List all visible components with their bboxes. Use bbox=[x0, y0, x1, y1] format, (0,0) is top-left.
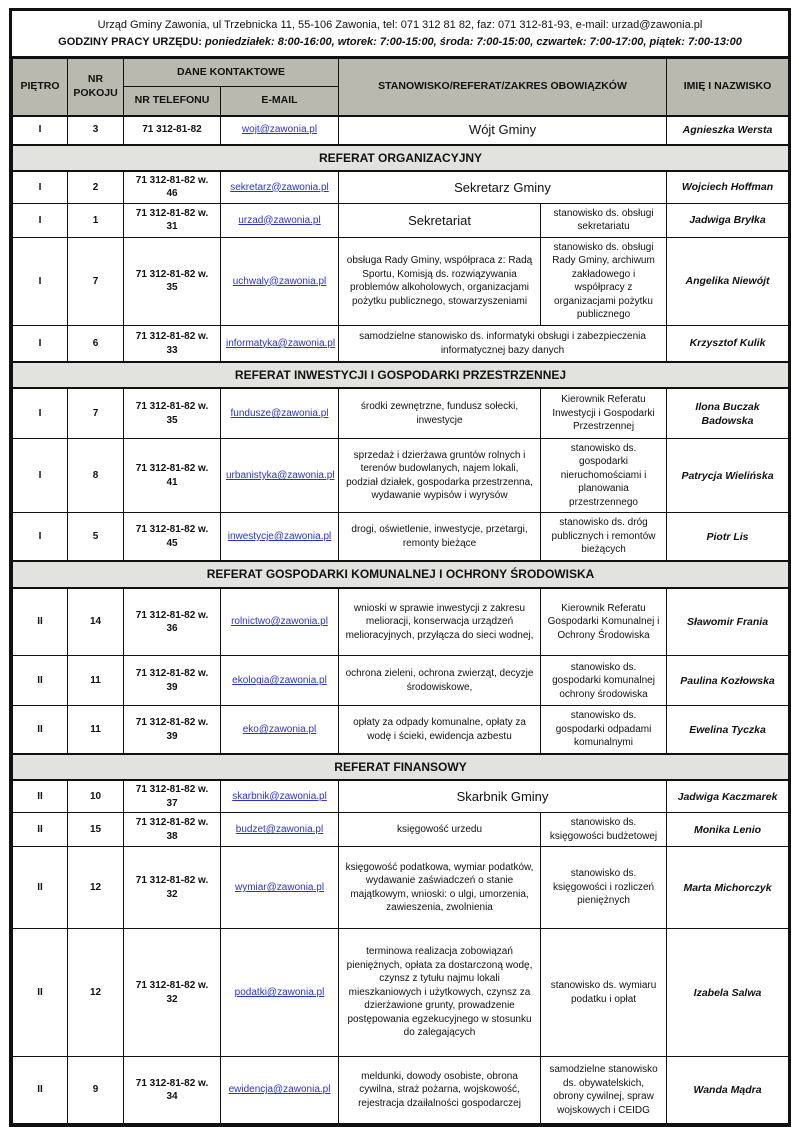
table-row bbox=[13, 388, 789, 438]
phone-cell: 71 312-81-82 w. 31 bbox=[124, 203, 221, 237]
phone-cell: 71 312-81-82 w. 41 bbox=[124, 438, 221, 513]
section-title: REFERAT ORGANIZACYJNY bbox=[13, 145, 789, 171]
email-link[interactable]: podatki@zawonia.pl bbox=[234, 986, 325, 998]
email-cell bbox=[221, 847, 339, 929]
floor-cell: I bbox=[13, 116, 68, 145]
floor-cell: I bbox=[13, 438, 68, 513]
name-cell: Krzysztof Kulik bbox=[667, 325, 789, 362]
duty-cell: drogi, oświetlenie, inwestycje, przetargi, remonty bieżące bbox=[339, 513, 541, 561]
email-cell bbox=[221, 438, 339, 513]
floor-cell: II bbox=[13, 588, 68, 656]
table-row bbox=[13, 325, 789, 362]
position-cell: stanowisko ds. obsługi Rady Gminy, archiwum zakładowego i współpracy z organizacjami pożytku publicznego bbox=[541, 237, 667, 325]
room-cell: 11 bbox=[68, 706, 124, 754]
floor-cell: II bbox=[13, 656, 68, 706]
name-cell: Jadwiga Bryłka bbox=[667, 203, 789, 237]
email-link[interactable]: fundusze@zawonia.pl bbox=[230, 407, 329, 419]
email-link[interactable]: wymiar@zawonia.pl bbox=[234, 881, 325, 893]
phone-cell: 71 312-81-82 w. 35 bbox=[124, 237, 221, 325]
floor-cell: II bbox=[13, 1057, 68, 1124]
email-cell bbox=[221, 588, 339, 656]
floor-cell: I bbox=[13, 237, 68, 325]
email-link[interactable]: budzet@zawonia.pl bbox=[235, 823, 324, 835]
table-row bbox=[13, 656, 789, 706]
table-row bbox=[13, 780, 789, 813]
phone-cell: 71 312-81-82 w. 45 bbox=[124, 513, 221, 561]
email-cell bbox=[221, 813, 339, 847]
position-cell: stanowisko ds. księgowości i rozliczeń pieniężnych bbox=[541, 847, 667, 929]
name-cell: Ilona Buczak Badowska bbox=[667, 388, 789, 438]
room-cell: 7 bbox=[68, 388, 124, 438]
column-header-phone: NR TELEFONU bbox=[124, 87, 221, 116]
email-link[interactable]: uchwaly@zawonia.pl bbox=[232, 275, 327, 287]
floor-cell: I bbox=[13, 203, 68, 237]
position-cell: stanowisko ds. dróg publicznych i remontów bieżących bbox=[541, 513, 667, 561]
email-cell bbox=[221, 388, 339, 438]
email-link[interactable]: eko@zawonia.pl bbox=[242, 723, 317, 735]
office-hours-line bbox=[22, 34, 778, 51]
table-row bbox=[13, 116, 789, 145]
phone-cell: 71 312-81-82 bbox=[124, 116, 221, 145]
phone-cell: 71 312-81-82 w. 39 bbox=[124, 706, 221, 754]
section-header-row bbox=[13, 561, 789, 588]
phone-cell: 71 312-81-82 w. 33 bbox=[124, 325, 221, 362]
email-cell bbox=[221, 203, 339, 237]
room-cell: 7 bbox=[68, 237, 124, 325]
table-row bbox=[13, 237, 789, 325]
column-header-duties: STANOWISKO/REFERAT/ZAKRES OBOWIĄZKÓW bbox=[339, 59, 667, 116]
position-cell: stanowisko ds. obsługi sekretariatu bbox=[541, 203, 667, 237]
table-row bbox=[13, 813, 789, 847]
name-cell: Sławomir Frania bbox=[667, 588, 789, 656]
name-cell: Patrycja Wielińska bbox=[667, 438, 789, 513]
email-link[interactable]: ewidencja@zawonia.pl bbox=[228, 1084, 331, 1096]
email-cell bbox=[221, 780, 339, 813]
floor-cell: II bbox=[13, 706, 68, 754]
document-page bbox=[9, 8, 791, 1127]
phone-cell: 71 312-81-82 w. 37 bbox=[124, 780, 221, 813]
email-cell bbox=[221, 656, 339, 706]
email-cell bbox=[221, 929, 339, 1057]
document-header bbox=[12, 11, 788, 58]
position-cell: stanowisko ds. gospodarki komunalnej ochrony środowiska bbox=[541, 656, 667, 706]
phone-cell: 71 312-81-82 w. 38 bbox=[124, 813, 221, 847]
room-cell: 9 bbox=[68, 1057, 124, 1124]
table-row bbox=[13, 438, 789, 513]
duty-cell: Sekretariat bbox=[339, 203, 541, 237]
table-row bbox=[13, 929, 789, 1057]
table-row bbox=[13, 588, 789, 656]
room-cell: 3 bbox=[68, 116, 124, 145]
email-cell bbox=[221, 706, 339, 754]
column-header-room: NR POKOJU bbox=[68, 59, 124, 116]
duty-cell: samodzielne stanowisko ds. informatyki obsługi i zabezpieczenia informatycznej bazy danych bbox=[339, 325, 667, 362]
email-cell bbox=[221, 171, 339, 204]
duty-cell: opłaty za odpady komunalne, opłaty za wodę i ścieki, ewidencja azbestu bbox=[339, 706, 541, 754]
name-cell: Angelika Niewójt bbox=[667, 237, 789, 325]
email-link[interactable]: wojt@zawonia.pl bbox=[241, 124, 318, 136]
phone-cell: 71 312-81-82 w. 32 bbox=[124, 847, 221, 929]
name-cell: Marta Michorczyk bbox=[667, 847, 789, 929]
position-cell: stanowisko ds. wymiaru podatku i opłat bbox=[541, 929, 667, 1057]
contacts-table bbox=[12, 58, 789, 1124]
email-link[interactable]: skarbnik@zawonia.pl bbox=[232, 790, 327, 802]
duty-cell: wnioski w sprawie inwestycji z zakresu melioracji, konserwacja urządzeń melioracyjnych, przyłącza do sieci wodnej, bbox=[339, 588, 541, 656]
position-cell: samodzielne stanowisko ds. obywatelskich, obrony cywilnej, spraw wojskowych i CEIDG bbox=[541, 1057, 667, 1124]
name-cell: Wojciech Hoffman bbox=[667, 171, 789, 204]
duty-cell: księgowość urzedu bbox=[339, 813, 541, 847]
table-row bbox=[13, 513, 789, 561]
contacts-table-header bbox=[13, 59, 789, 116]
phone-cell: 71 312-81-82 w. 32 bbox=[124, 929, 221, 1057]
floor-cell: I bbox=[13, 171, 68, 204]
room-cell: 10 bbox=[68, 780, 124, 813]
room-cell: 6 bbox=[68, 325, 124, 362]
column-header-contact-group: DANE KONTAKTOWE bbox=[124, 59, 339, 87]
table-row bbox=[13, 171, 789, 204]
room-cell: 2 bbox=[68, 171, 124, 204]
name-cell: Jadwiga Kaczmarek bbox=[667, 780, 789, 813]
name-cell: Piotr Lis bbox=[667, 513, 789, 561]
section-title: REFERAT FINANSOWY bbox=[13, 754, 789, 780]
room-cell: 1 bbox=[68, 203, 124, 237]
email-link[interactable]: ekologia@zawonia.pl bbox=[232, 675, 327, 687]
email-cell bbox=[221, 513, 339, 561]
position-cell: stanowisko ds. księgowości budżetowej bbox=[541, 813, 667, 847]
office-hours-label: GODZINY PRACY URZĘDU: bbox=[58, 36, 202, 49]
position-cell: Kierownik Referatu Gospodarki Komunalnej i Ochrony Środowiska bbox=[541, 588, 667, 656]
email-link[interactable]: informatyka@zawonia.pl bbox=[226, 337, 336, 349]
room-cell: 5 bbox=[68, 513, 124, 561]
phone-cell: 71 312-81-82 w. 39 bbox=[124, 656, 221, 706]
column-header-floor: PIĘTRO bbox=[13, 59, 68, 116]
column-header-email: E-MAIL bbox=[221, 87, 339, 116]
duty-cell: terminowa realizacja zobowiązań pieniężnych, opłata za dostarczoną wodę, czynsz z tytułu najmu lokali mieszkaniowych i użytkowych, czynsz za dzierżawione grunty, prowadzenie postępowania egzekucyjnego w stosunku do zalegających bbox=[339, 929, 541, 1057]
position-cell: stanowisko ds. gospodarki odpadami komunalnymi bbox=[541, 706, 667, 754]
duty-cell: Wójt Gminy bbox=[339, 116, 667, 145]
table-row bbox=[13, 1057, 789, 1124]
position-cell: stanowisko ds. gospodarki nieruchomościami i planowania przestrzennego bbox=[541, 438, 667, 513]
section-header-row bbox=[13, 145, 789, 171]
email-cell bbox=[221, 325, 339, 362]
section-header-row bbox=[13, 754, 789, 780]
floor-cell: II bbox=[13, 847, 68, 929]
table-row bbox=[13, 847, 789, 929]
duty-cell: Sekretarz Gminy bbox=[339, 171, 667, 204]
name-cell: Paulina Kozłowska bbox=[667, 656, 789, 706]
phone-cell: 71 312-81-82 w. 46 bbox=[124, 171, 221, 204]
room-cell: 12 bbox=[68, 847, 124, 929]
duty-cell: księgowość podatkowa, wymiar podatków, wydawanie zaświadczeń o stanie majątkowym, wnioski: o ulgi, umorzenia, zawieszenia, zwolnienia bbox=[339, 847, 541, 929]
duty-cell: obsługa Rady Gminy, współpraca z: Radą Sportu, Komisją ds. rozwiązywania problemów alkoholowych, organizacjami pożytku publicznego, stowarzyszeniami bbox=[339, 237, 541, 325]
email-link[interactable]: rolnictwo@zawonia.pl bbox=[231, 616, 328, 628]
name-cell: Monika Lenio bbox=[667, 813, 789, 847]
section-title: REFERAT GOSPODARKI KOMUNALNEJ I OCHRONY ŚRODOWISKA bbox=[13, 561, 789, 588]
room-cell: 11 bbox=[68, 656, 124, 706]
email-link[interactable]: urbanistyka@zawonia.pl bbox=[226, 469, 335, 481]
email-cell bbox=[221, 116, 339, 145]
email-link[interactable]: sekretarz@zawonia.pl bbox=[230, 181, 329, 193]
column-header-name: IMIĘ I NAZWISKO bbox=[667, 59, 789, 116]
office-address-line: Urząd Gminy Zawonia, ul Trzebnicka 11, 55-106 Zawonia, tel: 071 312 81 82, faz: 071 312-81-93, e-mail: urzad@zawonia.pl bbox=[97, 19, 703, 31]
email-cell bbox=[221, 1057, 339, 1124]
name-cell: Ewelina Tyczka bbox=[667, 706, 789, 754]
position-cell: Kierownik Referatu Inwestycji i Gospodarki Przestrzennej bbox=[541, 388, 667, 438]
name-cell: Wanda Mądra bbox=[667, 1057, 789, 1124]
duty-cell: Skarbnik Gminy bbox=[339, 780, 667, 813]
section-title: REFERAT INWESTYCJI I GOSPODARKI PRZESTRZENNEJ bbox=[13, 362, 789, 388]
phone-cell: 71 312-81-82 w. 36 bbox=[124, 588, 221, 656]
email-link[interactable]: inwestycje@zawonia.pl bbox=[227, 530, 332, 542]
contacts-table-body bbox=[13, 116, 789, 1124]
floor-cell: II bbox=[13, 780, 68, 813]
duty-cell: meldunki, dowody osobiste, obrona cywilna, straż pożarna, wojskowość, rejestracja dzaiłalności gospodarczej bbox=[339, 1057, 541, 1124]
floor-cell: I bbox=[13, 325, 68, 362]
room-cell: 8 bbox=[68, 438, 124, 513]
name-cell: Izabela Salwa bbox=[667, 929, 789, 1057]
office-hours-value: poniedziałek: 8:00-16:00, wtorek: 7:00-15:00, środa: 7:00-15:00, czwartek: 7:00-17:00, piątek: 7:00-13:00 bbox=[205, 36, 742, 49]
floor-cell: I bbox=[13, 388, 68, 438]
floor-cell: II bbox=[13, 929, 68, 1057]
name-cell: Agnieszka Wersta bbox=[667, 116, 789, 145]
duty-cell: środki zewnętrzne, fundusz sołecki, inwestycje bbox=[339, 388, 541, 438]
room-cell: 14 bbox=[68, 588, 124, 656]
floor-cell: I bbox=[13, 513, 68, 561]
room-cell: 12 bbox=[68, 929, 124, 1057]
floor-cell: II bbox=[13, 813, 68, 847]
table-row bbox=[13, 203, 789, 237]
phone-cell: 71 312-81-82 w. 34 bbox=[124, 1057, 221, 1124]
duty-cell: ochrona zieleni, ochrona zwierząt, decyzje środowiskowe, bbox=[339, 656, 541, 706]
table-row bbox=[13, 706, 789, 754]
section-header-row bbox=[13, 362, 789, 388]
room-cell: 15 bbox=[68, 813, 124, 847]
email-cell bbox=[221, 237, 339, 325]
phone-cell: 71 312-81-82 w. 35 bbox=[124, 388, 221, 438]
email-link[interactable]: urzad@zawonia.pl bbox=[238, 214, 321, 226]
duty-cell: sprzedaż i dzierżawa gruntów rolnych i terenów budowlanych, najem lokali, podział działek, gospodarka przestrzenna, wydawanie wypisów i wyrysów bbox=[339, 438, 541, 513]
